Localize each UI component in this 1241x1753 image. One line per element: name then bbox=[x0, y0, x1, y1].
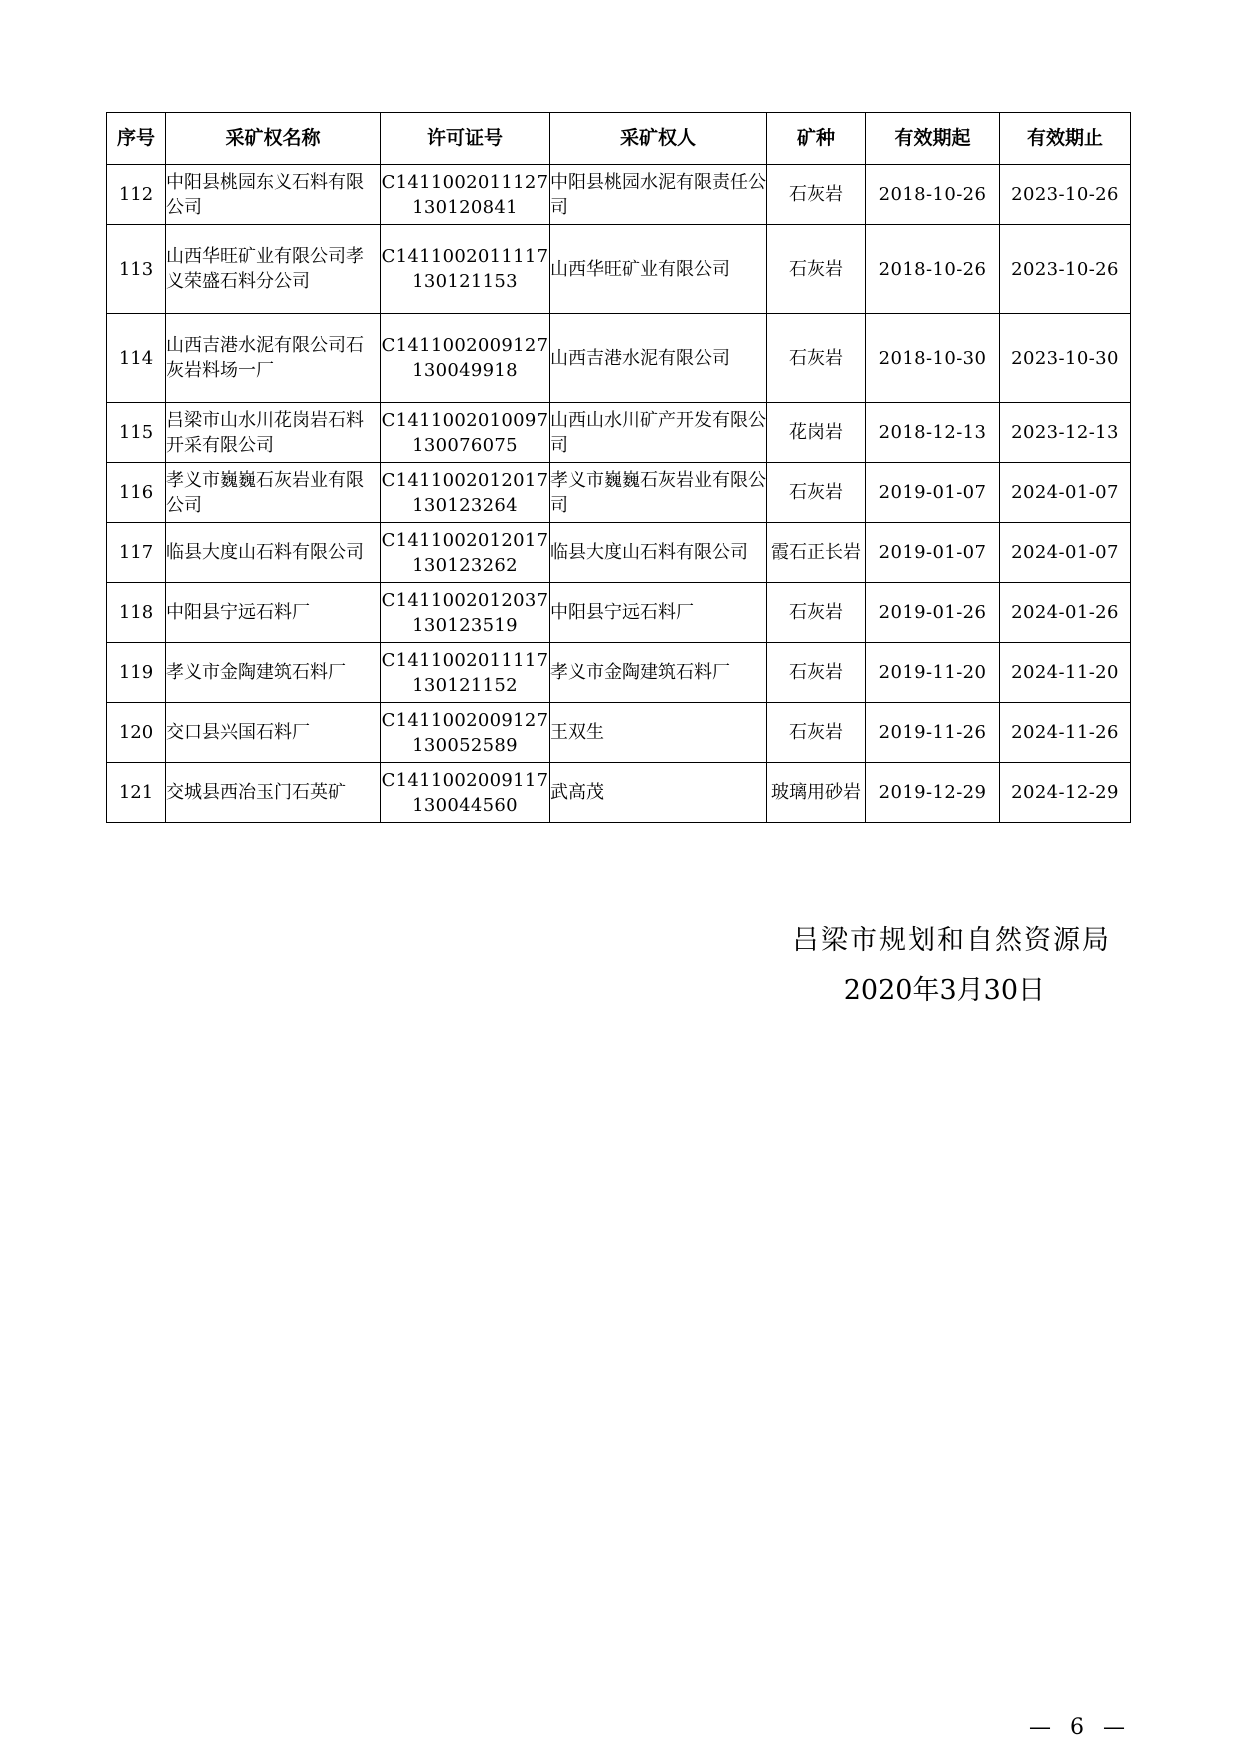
header-holder: 采矿权人 bbox=[550, 113, 767, 165]
table-row bbox=[107, 165, 1131, 225]
header-license: 许可证号 bbox=[381, 113, 550, 165]
cell-mineral: 石灰岩 bbox=[767, 643, 866, 703]
cell-start: 2019-12-29 bbox=[866, 763, 1000, 823]
issuing-authority: 吕梁市规划和自然资源局 bbox=[792, 925, 1111, 956]
cell-no: 112 bbox=[107, 165, 166, 225]
cell-license: C1411002009117130044560 bbox=[381, 763, 550, 823]
cell-no: 116 bbox=[107, 463, 166, 523]
cell-end: 2024-11-26 bbox=[1000, 703, 1131, 763]
mining-permits-table bbox=[106, 112, 1131, 823]
cell-end: 2023-10-26 bbox=[1000, 165, 1131, 225]
cell-start: 2019-11-26 bbox=[866, 703, 1000, 763]
cell-holder: 中阳县宁远石料厂 bbox=[550, 583, 767, 643]
table-header-row bbox=[107, 113, 1131, 165]
cell-mineral: 石灰岩 bbox=[767, 703, 866, 763]
cell-name: 交口县兴国石料厂 bbox=[166, 703, 381, 763]
cell-name: 山西吉港水泥有限公司石灰岩料场一厂 bbox=[166, 314, 381, 403]
cell-name: 山西华旺矿业有限公司孝义荣盛石料分公司 bbox=[166, 225, 381, 314]
header-name: 采矿权名称 bbox=[166, 113, 381, 165]
cell-name: 孝义市金陶建筑石料厂 bbox=[166, 643, 381, 703]
cell-license: C1411002012017130123262 bbox=[381, 523, 550, 583]
cell-end: 2024-01-07 bbox=[1000, 523, 1131, 583]
cell-license: C1411002012037130123519 bbox=[381, 583, 550, 643]
cell-mineral: 花岗岩 bbox=[767, 403, 866, 463]
header-start: 有效期起 bbox=[866, 113, 1000, 165]
table-row bbox=[107, 703, 1131, 763]
cell-no: 114 bbox=[107, 314, 166, 403]
cell-no: 121 bbox=[107, 763, 166, 823]
cell-mineral: 石灰岩 bbox=[767, 314, 866, 403]
table-row bbox=[107, 403, 1131, 463]
table-row bbox=[107, 463, 1131, 523]
cell-no: 120 bbox=[107, 703, 166, 763]
cell-start: 2018-10-26 bbox=[866, 165, 1000, 225]
cell-end: 2023-10-30 bbox=[1000, 314, 1131, 403]
cell-license: C1411002010097130076075 bbox=[381, 403, 550, 463]
cell-mineral: 石灰岩 bbox=[767, 225, 866, 314]
cell-start: 2018-10-26 bbox=[866, 225, 1000, 314]
cell-start: 2018-12-13 bbox=[866, 403, 1000, 463]
table-row bbox=[107, 225, 1131, 314]
table-row bbox=[107, 314, 1131, 403]
cell-name: 交城县西冶玉门石英矿 bbox=[166, 763, 381, 823]
cell-holder: 山西山水川矿产开发有限公司 bbox=[550, 403, 767, 463]
cell-end: 2023-12-13 bbox=[1000, 403, 1131, 463]
cell-license: C1411002011117130121152 bbox=[381, 643, 550, 703]
cell-mineral: 石灰岩 bbox=[767, 165, 866, 225]
cell-holder: 王双生 bbox=[550, 703, 767, 763]
cell-no: 119 bbox=[107, 643, 166, 703]
cell-end: 2023-10-26 bbox=[1000, 225, 1131, 314]
cell-mineral: 石灰岩 bbox=[767, 463, 866, 523]
cell-start: 2019-01-07 bbox=[866, 463, 1000, 523]
cell-end: 2024-01-07 bbox=[1000, 463, 1131, 523]
cell-license: C1411002011117130121153 bbox=[381, 225, 550, 314]
cell-end: 2024-12-29 bbox=[1000, 763, 1131, 823]
cell-start: 2018-10-30 bbox=[866, 314, 1000, 403]
cell-end: 2024-01-26 bbox=[1000, 583, 1131, 643]
cell-name: 临县大度山石料有限公司 bbox=[166, 523, 381, 583]
cell-no: 115 bbox=[107, 403, 166, 463]
issue-date: 2020年3月30日 bbox=[843, 975, 1045, 1006]
cell-name: 中阳县宁远石料厂 bbox=[166, 583, 381, 643]
cell-holder: 孝义市巍巍石灰岩业有限公司 bbox=[550, 463, 767, 523]
cell-name: 孝义市巍巍石灰岩业有限公司 bbox=[166, 463, 381, 523]
cell-license: C1411002009127130049918 bbox=[381, 314, 550, 403]
cell-start: 2019-01-07 bbox=[866, 523, 1000, 583]
header-no: 序号 bbox=[107, 113, 166, 165]
cell-mineral: 玻璃用砂岩 bbox=[767, 763, 866, 823]
table-row bbox=[107, 643, 1131, 703]
table-row bbox=[107, 523, 1131, 583]
cell-no: 113 bbox=[107, 225, 166, 314]
cell-holder: 山西吉港水泥有限公司 bbox=[550, 314, 767, 403]
cell-no: 118 bbox=[107, 583, 166, 643]
cell-license: C1411002011127130120841 bbox=[381, 165, 550, 225]
table-row bbox=[107, 583, 1131, 643]
table-row bbox=[107, 763, 1131, 823]
cell-holder: 临县大度山石料有限公司 bbox=[550, 523, 767, 583]
cell-start: 2019-11-20 bbox=[866, 643, 1000, 703]
cell-holder: 山西华旺矿业有限公司 bbox=[550, 225, 767, 314]
cell-name: 中阳县桃园东义石料有限公司 bbox=[166, 165, 381, 225]
cell-no: 117 bbox=[107, 523, 166, 583]
cell-start: 2019-01-26 bbox=[866, 583, 1000, 643]
cell-holder: 孝义市金陶建筑石料厂 bbox=[550, 643, 767, 703]
cell-mineral: 霞石正长岩 bbox=[767, 523, 866, 583]
cell-license: C1411002012017130123264 bbox=[381, 463, 550, 523]
cell-holder: 武高茂 bbox=[550, 763, 767, 823]
page-number: — 6 — bbox=[1029, 1715, 1131, 1740]
cell-name: 吕梁市山水川花岗岩石料开采有限公司 bbox=[166, 403, 381, 463]
header-end: 有效期止 bbox=[1000, 113, 1131, 165]
cell-mineral: 石灰岩 bbox=[767, 583, 866, 643]
cell-license: C1411002009127130052589 bbox=[381, 703, 550, 763]
header-mineral: 矿种 bbox=[767, 113, 866, 165]
cell-end: 2024-11-20 bbox=[1000, 643, 1131, 703]
cell-holder: 中阳县桃园水泥有限责任公司 bbox=[550, 165, 767, 225]
